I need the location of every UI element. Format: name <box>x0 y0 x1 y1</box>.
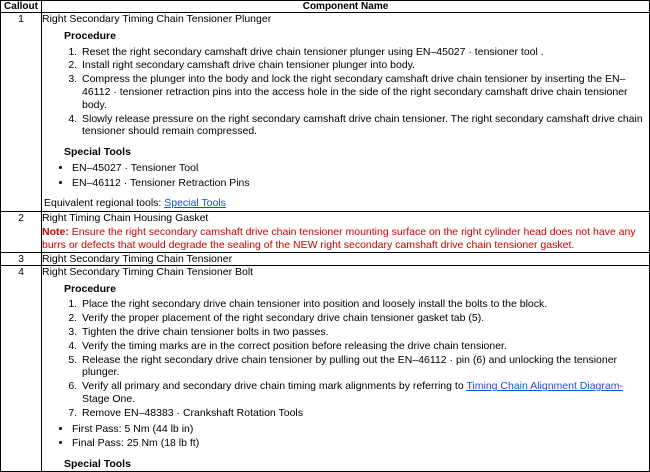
procedure-step-with-link <box>80 380 649 406</box>
table-row <box>1 265 650 471</box>
table-header-row <box>1 1 650 13</box>
special-tools-heading: Special Tools <box>64 146 131 159</box>
procedure-step: 1. Place the right secondary drive chain tensioner into position and loosely install the bolts to the block. <box>80 298 649 311</box>
special-tool-item: • EN–46112 · Tensioner Retraction Pins <box>72 177 649 190</box>
component-cell <box>42 13 650 212</box>
procedure-heading: Procedure <box>64 282 116 295</box>
procedure-step: 5. Release the right secondary drive chain tensioner by pulling out the EN–46112 · pin (6) and unlocking the tensioner plunger. <box>80 354 649 380</box>
callout-number: 4 <box>1 265 42 471</box>
table-row <box>1 252 650 265</box>
note-label: Note: <box>42 226 69 239</box>
special-tools-heading: Special Tools <box>64 458 131 471</box>
table-body <box>1 13 650 472</box>
component-title: Right Timing Chain Housing Gasket <box>42 212 209 225</box>
procedure-steps <box>42 46 649 139</box>
table-header <box>1 1 650 13</box>
component-title: Right Secondary Timing Chain Tensioner <box>42 252 650 265</box>
procedure-step: 2. Verify the proper placement of the right secondary drive chain tensioner gasket tab (5). <box>80 312 649 325</box>
note-block <box>42 226 649 252</box>
timing-chain-alignment-diagram-link[interactable]: Timing Chain Alignment Diagram- <box>466 380 623 393</box>
regional-tools-line <box>44 197 649 210</box>
component-title: Right Secondary Timing Chain Tensioner Bolt <box>42 265 254 278</box>
procedure-step: 4. Verify the timing marks are in the correct position before releasing the drive chain tensioner. <box>80 340 649 353</box>
component-cell <box>42 212 650 252</box>
table-row <box>1 212 650 252</box>
callout-number: 1 <box>1 13 42 212</box>
step-text-prefix: Verify all primary and secondary drive chain timing mark alignments by referring to <box>82 380 467 393</box>
procedure-step: 3. Compress the plunger into the body and lock the right secondary camshaft drive chain tensioner by inserting the EN–46112 · tensioner retraction pins into the access hole in the side of the right secondary camshaft drive chain tensioner body. <box>80 73 649 111</box>
component-title: Right Secondary Timing Chain Tensioner Plunger <box>42 13 272 25</box>
column-header-component-name: Component Name <box>42 1 650 13</box>
special-tools-link[interactable]: Special Tools <box>164 196 226 209</box>
torque-spec-list <box>42 423 649 451</box>
regional-tools-label: Equivalent regional tools: <box>44 196 162 209</box>
note-text: Ensure the right secondary camshaft drive chain tensioner mounting surface on the right cylinder head does not have any burrs or defects that would degrade the sealing of the NEW right secondary camshaft drive chain tensioner gasket. <box>42 226 636 251</box>
procedure-steps <box>42 298 649 419</box>
procedure-step: 4. Slowly release pressure on the right secondary camshaft drive chain tensioner. The right secondary camshaft drive chain tensioner should remain compressed. <box>80 113 649 139</box>
procedure-heading: Procedure <box>64 29 116 42</box>
callout-number: 2 <box>1 212 42 252</box>
callout-number: 3 <box>1 252 42 265</box>
torque-spec-item: • First Pass: 5 Nm (44 lb in) <box>72 423 649 436</box>
special-tools-list <box>42 162 649 190</box>
procedure-step: 2. Install right secondary camshaft drive chain tensioner plunger into body. <box>80 59 649 72</box>
table-row <box>1 13 650 212</box>
component-cell <box>42 265 650 471</box>
procedure-step: 1. Reset the right secondary camshaft drive chain tensioner plunger using EN–45027 · tensioner tool . <box>80 46 649 59</box>
special-tool-item: • EN–45027 · Tensioner Tool <box>72 162 649 175</box>
step-text-suffix: Stage One. <box>82 392 136 405</box>
procedure-step: 3. Tighten the drive chain tensioner bolts in two passes. <box>80 326 649 339</box>
column-header-callout: Callout <box>1 1 42 13</box>
torque-spec-item: • Final Pass: 25 Nm (18 lb ft) <box>72 437 649 450</box>
procedure-step: 7. Remove EN–48383 · Crankshaft Rotation Tools <box>80 407 649 420</box>
